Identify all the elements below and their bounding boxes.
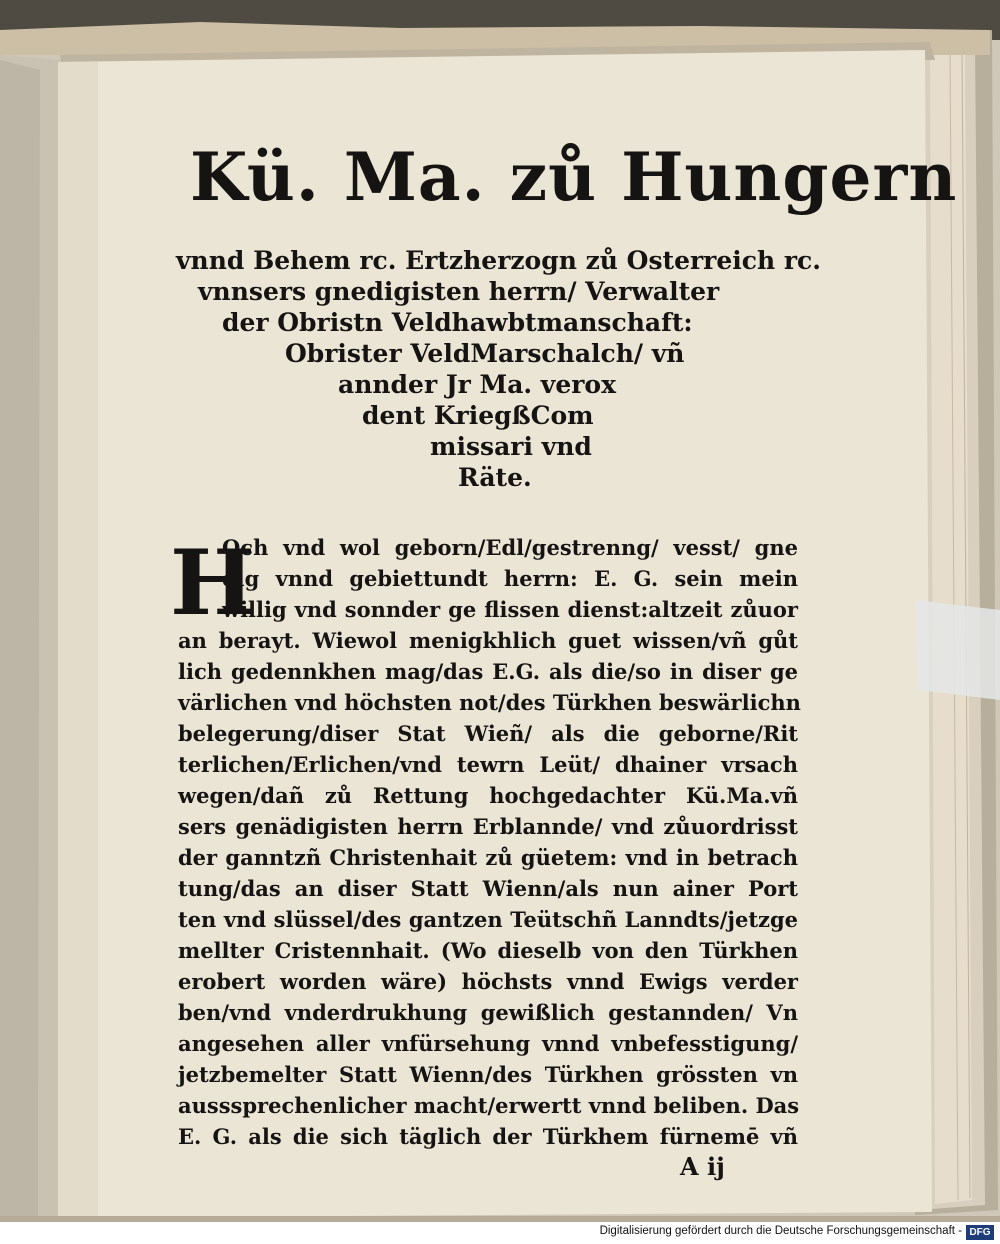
subtitle-line: annder Jr Ma. verox bbox=[338, 370, 616, 399]
footer-bar bbox=[0, 1222, 1000, 1244]
body-line: der ganntzñ Christenhait zů güetem: vnd in betrach bbox=[178, 845, 798, 870]
body-line: dig vnnd gebiettundt herrn: E. G. sein mein bbox=[222, 566, 798, 591]
subtitle-line: Räte. bbox=[458, 463, 532, 492]
body-line: willig vnd sonnder ge flissen dienst:altzeit zůuor bbox=[222, 597, 798, 622]
subtitle-line: vnnsers gnedigisten herrn/ Verwalter bbox=[198, 277, 720, 306]
body-line: sers genädigisten herrn Erblannde/ vnd zůuordrisst bbox=[178, 814, 798, 839]
subtitle-line: dent KriegßCom bbox=[362, 401, 594, 430]
page-title: Kü. Ma. zů Hungern bbox=[190, 138, 958, 216]
body-line: ausssprechenlicher macht/erwertt vnnd beliben. Das bbox=[178, 1093, 800, 1118]
body-line: terlichen/Erlichen/vnd tewrn Leüt/ dhainer vrsach bbox=[178, 752, 798, 777]
body-line: värlichen vnd höchsten not/des Türkhen beswärlichn bbox=[178, 690, 801, 715]
subtitle-line: missari vnd bbox=[430, 432, 592, 461]
body-line: erobert worden wäre) höchsts vnnd Ewigs verder bbox=[178, 969, 798, 994]
body-line: E. G. als die sich täglich der Türkhem fürnemē vñ bbox=[178, 1124, 798, 1149]
subtitle-line: der Obristn Veldhawbtmanschaft: bbox=[222, 308, 693, 337]
body-line: belegerung/diser Stat Wieñ/ als die geborne/Rit bbox=[178, 721, 798, 746]
footer-text: Digitalisierung gefördert durch die Deutsche Forschungsgemeinschaft - bbox=[599, 1225, 962, 1237]
body-line: angesehen aller vnfürsehung vnnd vnbefesstigung/ bbox=[178, 1031, 798, 1056]
body-line: jetzbemelter Statt Wienn/des Türkhen grössten vn bbox=[178, 1062, 798, 1087]
signature-mark: A ij bbox=[680, 1152, 725, 1181]
body-line: ben/vnd vnderdrukhung gewißlich gestannden/ Vn bbox=[178, 1000, 798, 1025]
drop-cap: H bbox=[170, 530, 256, 636]
body-line: wegen/dañ zů Rettung hochgedachter Kü.Ma.vñ bbox=[178, 783, 798, 808]
body-line: tung/das an diser Statt Wienn/als nun ainer Port bbox=[178, 876, 798, 901]
subtitle-line: Obrister VeldMarschalch/ vñ bbox=[285, 339, 685, 368]
body-line: lich gedennkhen mag/das E.G. als die/so in diser ge bbox=[178, 659, 798, 684]
body-line: ten vnd slüssel/des gantzen Teütschñ Lanndts/jetzge bbox=[178, 907, 798, 932]
body-line: an berayt. Wiewol menigkhlich guet wissen/vñ gůt bbox=[178, 628, 798, 653]
dfg-logo: DFG bbox=[966, 1225, 994, 1240]
body-line: Och vnd wol geborn/Edl/gestrenng/ vesst/ gne bbox=[222, 535, 798, 560]
body-line: mellter Cristennhait. (Wo dieselb von den Türkhen bbox=[178, 938, 798, 963]
subtitle-line: vnnd Behem rc. Ertzherzogn zů Osterreich rc. bbox=[176, 246, 821, 275]
